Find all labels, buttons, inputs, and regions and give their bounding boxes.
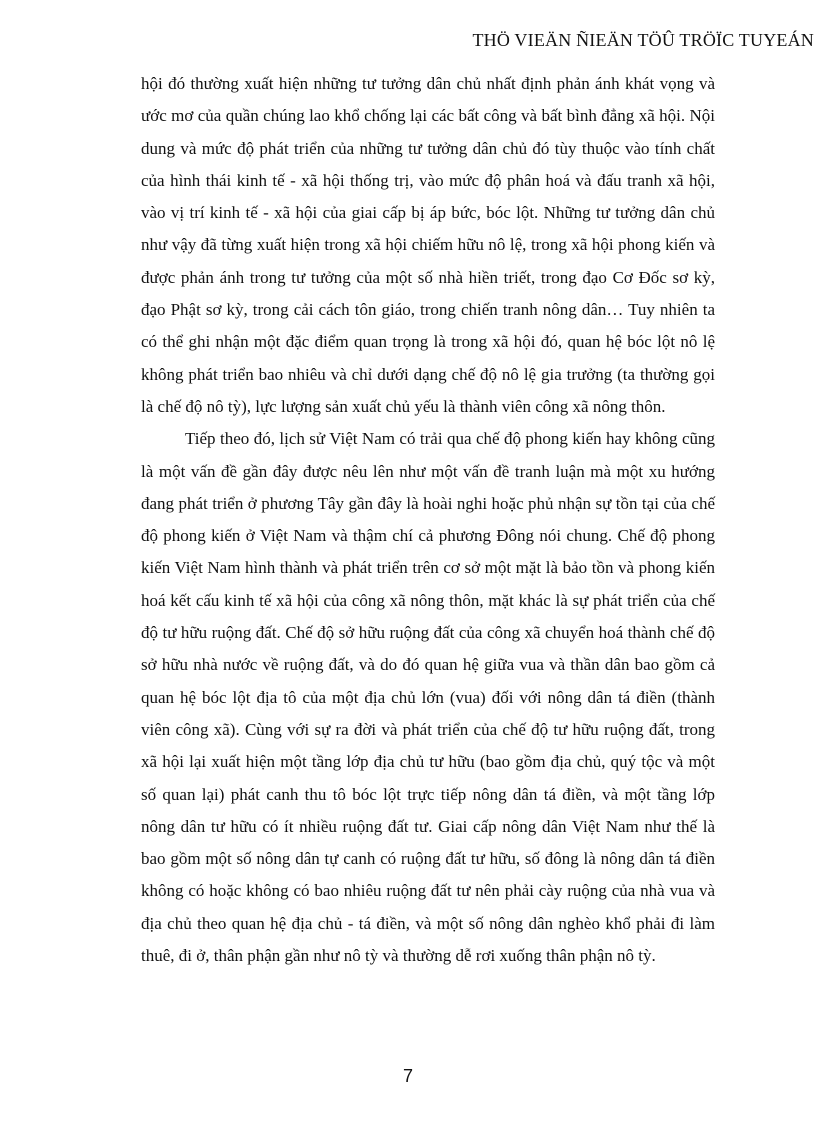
paragraph-feudal-regime: Tiếp theo đó, lịch sử Việt Nam có trải qua chế độ phong kiến hay không cũng là một vấn đề gần đây được nêu lên như một vấn đề tranh luận mà một xu hướng đang phát triển ở phương Tây gần đây là hoài nghi hoặc phủ nhận sự tồn tại của chế độ phong kiến ở Việt Nam và thậm chí cả phương Đông nói chung. Chế độ phong kiến Việt Nam hình thành và phát triển trên cơ sở một mặt là bảo tồn và phong kiến hoá kết cấu kinh tế xã hội của công xã nông thôn, mặt khác là sự phát triển của chế độ tư hữu ruộng đất. Chế độ sở hữu ruộng đất của công xã chuyển hoá thành chế độ sở hữu nhà nước về ruộng đất, và do đó quan hệ giữa vua và thần dân bao gồm cả quan hệ bóc lột địa tô của một địa chủ lớn (vua) đối với nông dân tá điền (thành viên công xã). Cùng với sự ra đời và phát triển của chế độ tư hữu ruộng đất, trong xã hội lại xuất hiện một tầng lớp địa chủ tư hữu (bao gồm địa chủ, quý tộc và một số quan lại) phát canh thu tô bóc lột trực tiếp nông dân tá điền, và một tầng lớp nông dân tư hữu có ít nhiều ruộng đất tư. Giai cấp nông dân Việt Nam như thế là bao gồm một số nông dân tự canh có ruộng đất tư hữu, số đông là nông dân tá điền không có hoặc không có bao nhiêu ruộng đất tư nên phải cày ruộng của nhà vua và địa chủ theo quan hệ địa chủ - tá điền, và một số nông dân nghèo khổ phải đi làm thuê, đi ở, thân phận gần như nô tỳ và thường dễ rơi xuống thân phận nô tỳ.	[141, 429, 715, 966]
running-header: THÖ VIEÄN ÑIEÄN TÖÛ TRÖÏC TUYEÁN	[472, 30, 814, 50]
document-body	[141, 68, 715, 972]
paragraph-continuation: hội đó thường xuất hiện những tư tưởng dân chủ nhất định phản ánh khát vọng và ước mơ của quần chúng lao khổ chống lại các bất công và bất bình đẳng xã hội. Nội dung và mức độ phát triển của những tư tưởng dân chủ đó tùy thuộc vào tính chất của hình thái kinh tế - xã hội thống trị, vào mức độ phân hoá và đấu tranh xã hội, vào vị trí kinh tế - xã hội của giai cấp bị áp bức, bóc lột. Những tư tưởng dân chủ như vậy đã từng xuất hiện trong xã hội chiếm hữu nô lệ, trong xã hội phong kiến và được phản ánh trong tư tưởng của một số nhà hiền triết, trong đạo Cơ Đốc sơ kỳ, đạo Phật sơ kỳ, trong cải cách tôn giáo, trong chiến tranh nông dân… Tuy nhiên ta có thể ghi nhận một đặc điểm quan trọng là trong xã hội đó, quan hệ bóc lột nô lệ không phát triển bao nhiêu và chỉ dưới dạng chế độ nô lệ gia trưởng (ta thường gọi là chế độ nô tỳ), lực lượng sản xuất chủ yếu là thành viên công xã nông thôn.	[141, 74, 715, 416]
page-number: 7	[402, 1066, 413, 1086]
